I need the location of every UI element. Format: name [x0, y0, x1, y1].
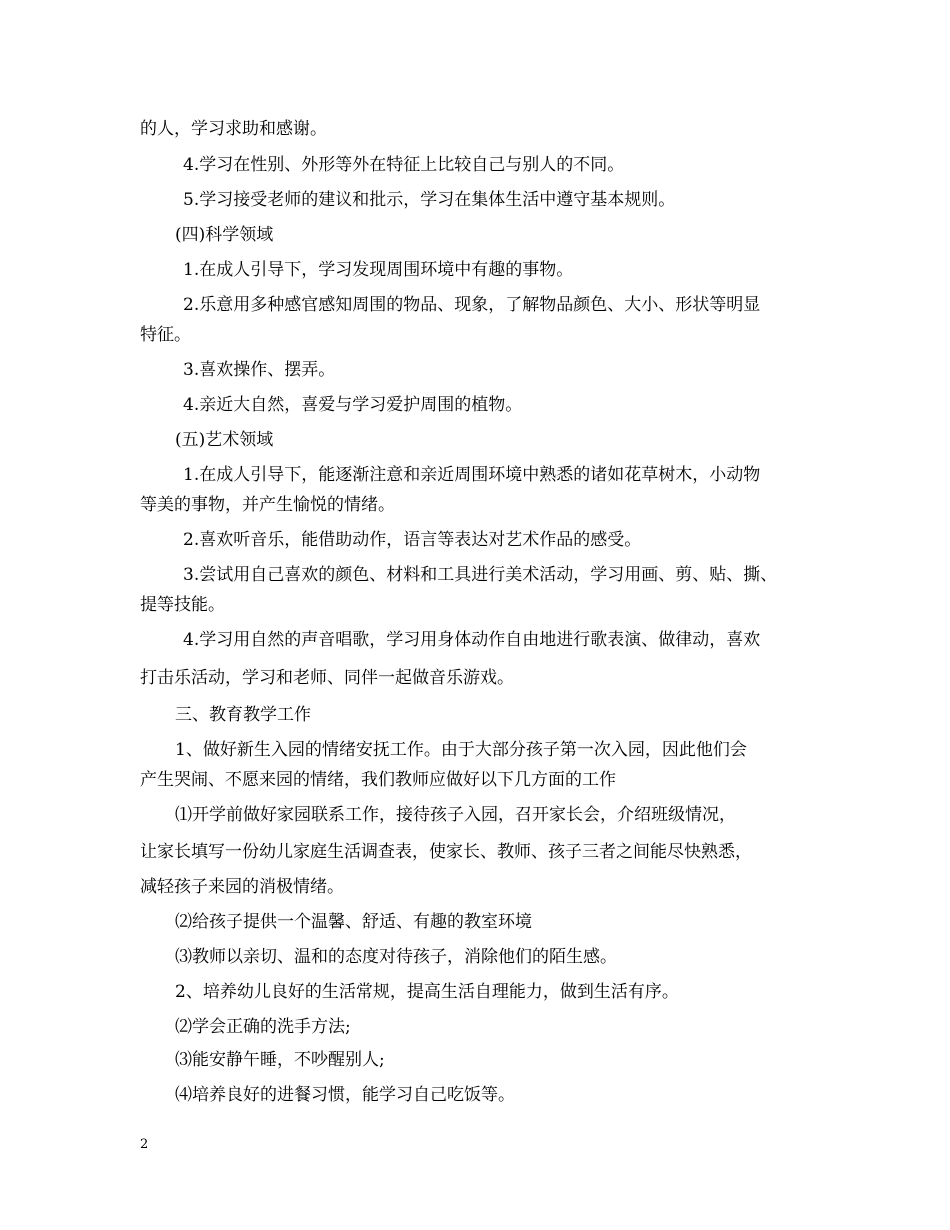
section-heading: (四)科学领域 — [175, 225, 274, 245]
text-line: 等美的事物，并产生愉悦的情绪。 — [140, 495, 395, 515]
text-line: 4.学习用自然的声音唱歌，学习用身体动作自由地进行歌表演、做律动，喜欢 — [183, 630, 761, 650]
text-line: 5.学习接受老师的建议和批示，学习在集体生活中遵守基本规则。 — [183, 190, 676, 210]
text-line: 特征。 — [140, 325, 191, 345]
text-line: 4.学习在性别、外形等外在特征上比较自己与别人的不同。 — [183, 155, 625, 175]
text-line: 1、做好新生入园的情绪安抚工作。由于大部分孩子第一次入园，因此他们会 — [175, 740, 747, 760]
text-line: 提等技能。 — [140, 595, 225, 615]
text-line: 2、培养幼儿良好的生活常规，提高生活自理能力，做到生活有序。 — [175, 982, 679, 1002]
text-line: ⑶教师以亲切、温和的态度对待孩子，消除他们的陌生感。 — [175, 947, 617, 967]
text-line: ⑶能安静午睡，不吵醒别人; — [175, 1050, 385, 1070]
section-heading: 三、教育教学工作 — [175, 705, 311, 725]
text-line: 让家长填写一份幼儿家庭生活调查表，使家长、教师、孩子三者之间能尽快熟悉， — [140, 842, 752, 862]
text-line: 3.尝试用自己喜欢的颜色、材料和工具进行美术活动，学习用画、剪、贴、撕、 — [183, 565, 778, 585]
text-line: ⑵学会正确的洗手方法; — [175, 1017, 351, 1037]
text-line: 的人，学习求助和感谢。 — [140, 119, 327, 139]
text-line: 产生哭闹、不愿来园的情绪，我们教师应做好以下几方面的工作 — [140, 770, 616, 790]
page-number: 2 — [140, 1137, 149, 1152]
text-line: 1.在成人引导下，能逐渐注意和亲近周围环境中熟悉的诸如花草树木，小动物 — [183, 465, 761, 485]
text-line: 2.乐意用多种感官感知周围的物品、现象，了解物品颜色、大小、形状等明显 — [183, 295, 761, 315]
section-heading: (五)艺术领域 — [175, 430, 274, 450]
text-line: 3.喜欢操作、摆弄。 — [183, 360, 336, 380]
text-line: 减轻孩子来园的消极情绪。 — [140, 877, 344, 897]
text-line: ⑷培养良好的进餐习惯，能学习自己吃饭等。 — [175, 1085, 515, 1105]
text-line: 打击乐活动，学习和老师、同伴一起做音乐游戏。 — [140, 668, 514, 688]
text-line: ⑴开学前做好家园联系工作，接待孩子入园，召开家长会，介绍班级情况， — [175, 805, 736, 825]
text-line: 2.喜欢听音乐，能借助动作，语言等表达对艺术作品的感受。 — [183, 530, 642, 550]
text-line: 1.在成人引导下，学习发现周围环境中有趣的事物。 — [183, 260, 574, 280]
text-line: 4.亲近大自然，喜爱与学习爱护周围的植物。 — [183, 395, 523, 415]
text-line: ⑵给孩子提供一个温馨、舒适、有趣的教室环境 — [175, 912, 532, 932]
